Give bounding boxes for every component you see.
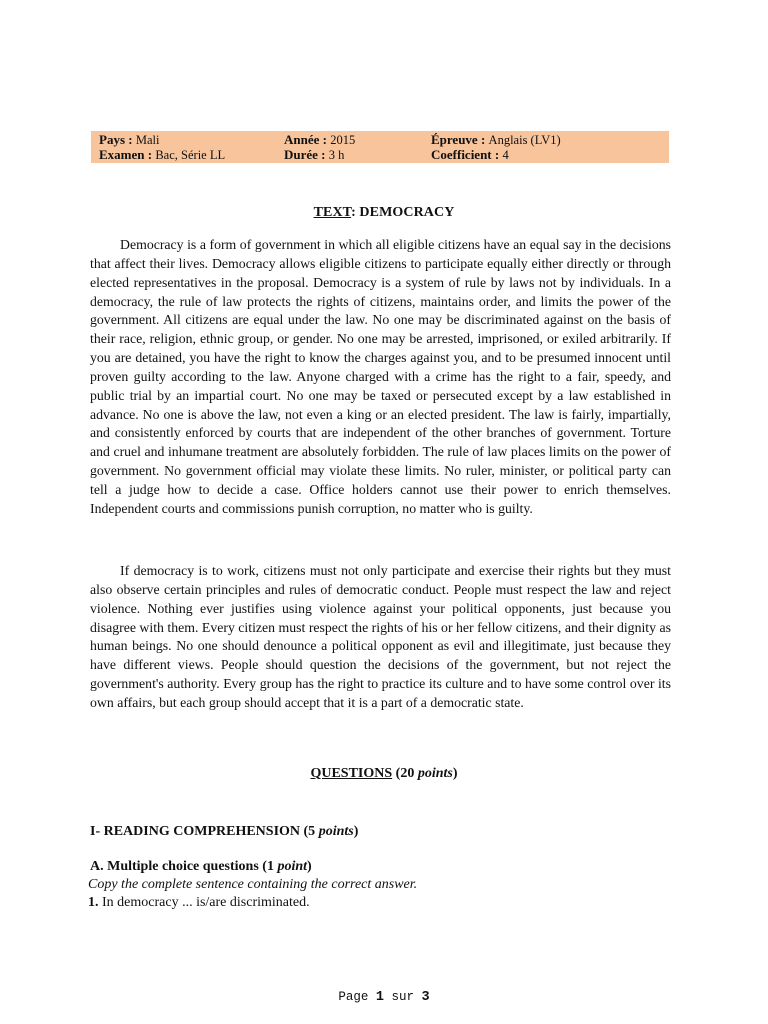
epreuve-value: Anglais (LV1) (488, 133, 561, 147)
instruction-text: Copy the complete sentence containing the correct answer. (88, 877, 418, 892)
footer-page-total: 3 (421, 990, 430, 1005)
annee-label: Année : (284, 132, 327, 147)
paragraph-1: Democracy is a form of government in which all eligible citizens have an equal say in the decisions that affect their lives. Democracy allows eligible citizens to participate equally either directly or through elected representatives in the proposal. Democracy is a system of rule by laws not by individuals. In a democracy, the rule of law protects the rights of citizens, maintains order, and limits the power of the government. All citizens are equal under the law. No one may be discriminated against on the basis of their race, religion, ethnic group, or gender. No one may be arrested, imprisoned, or exiled arbitrarily. If you are detained, you have the right to know the charges against you, and to be presumed innocent until proven guilty according to the law. Anyone charged with a crime has the right to a fair, speedy, and public trial by an impartial court. No one may be taxed or persecuted except by a law established in advance. No one is above the law, not even a king or an elected president. The law is fairly, impartially, and consistently enforced by courts that are independent of the other branches of government. Torture and cruel and inhumane treatment are absolutely forbidden. The rule of law places limits on the power of government. No government official may violate these limits. No ruler, minister, or political party can tell a judge how to decide a case. Office holders cannot use their power to enrich themselves. Independent courts and commissions punish corruption, no matter who is guilty. (90, 237, 671, 516)
page-footer (0, 990, 768, 1005)
question-1 (88, 895, 310, 911)
coefficient-label: Coefficient : (431, 147, 500, 162)
section-a-points: point (277, 859, 308, 874)
pays-value: Mali (135, 133, 160, 147)
exam-header-box (91, 131, 669, 163)
pays-field (99, 132, 159, 148)
questions-title (0, 766, 768, 782)
footer-sur-word: sur (391, 990, 415, 1004)
section-a-close: ) (307, 859, 312, 874)
text-title-prefix: TEXT (313, 205, 352, 220)
epreuve-field (431, 132, 561, 148)
questions-title-close: ) (452, 766, 458, 781)
examen-field (99, 147, 225, 163)
text-title (0, 205, 768, 221)
section-a-label: A. Multiple choice questions (1 (90, 859, 278, 874)
coefficient-value: 4 (502, 148, 509, 162)
section-1-close: ) (353, 824, 359, 839)
questions-title-open: (20 (392, 766, 418, 781)
section-multiple-choice (90, 859, 312, 875)
section-1-label: I- READING COMPREHENSION (5 (90, 824, 319, 839)
duree-value: 3 h (328, 148, 345, 162)
annee-field (284, 132, 355, 148)
question-1-number: 1. (88, 895, 99, 910)
annee-value: 2015 (330, 133, 356, 147)
duree-field (284, 147, 344, 163)
paragraph-2: If democracy is to work, citizens must not only participate and exercise their rights but they must also observe certain principles and rules of democratic conduct. People must respect the law and reject violence. Nothing ever justifies using violence against your political opponents, just because you disagree with them. Every citizen must respect the rights of his or her fellow citizens, and their dignity as human beings. No one should denounce a political opponent as evil and illegitimate, just because they have different views. People should question the decisions of the government, but not reject the government's authority. Every group has the right to practice its culture and to have some control over its own affairs, but each group should accept that it is a part of a democratic state. (90, 563, 671, 710)
section-reading-comprehension (90, 824, 358, 840)
questions-title-points: points (417, 766, 453, 781)
examen-value: Bac, Série LL (155, 148, 226, 162)
section-1-points: points (318, 824, 354, 839)
pays-label: Pays : (99, 132, 133, 147)
epreuve-label: Épreuve : (431, 132, 486, 147)
footer-page-number: 1 (375, 990, 384, 1005)
footer-page-word: Page (338, 990, 369, 1004)
duree-label: Durée : (284, 147, 326, 162)
coefficient-field (431, 147, 509, 163)
text-title-rest: : DEMOCRACY (351, 205, 455, 220)
questions-title-word: QUESTIONS (310, 766, 393, 781)
question-1-text: In democracy ... is/are discriminated. (98, 895, 310, 910)
examen-label: Examen : (99, 147, 153, 162)
